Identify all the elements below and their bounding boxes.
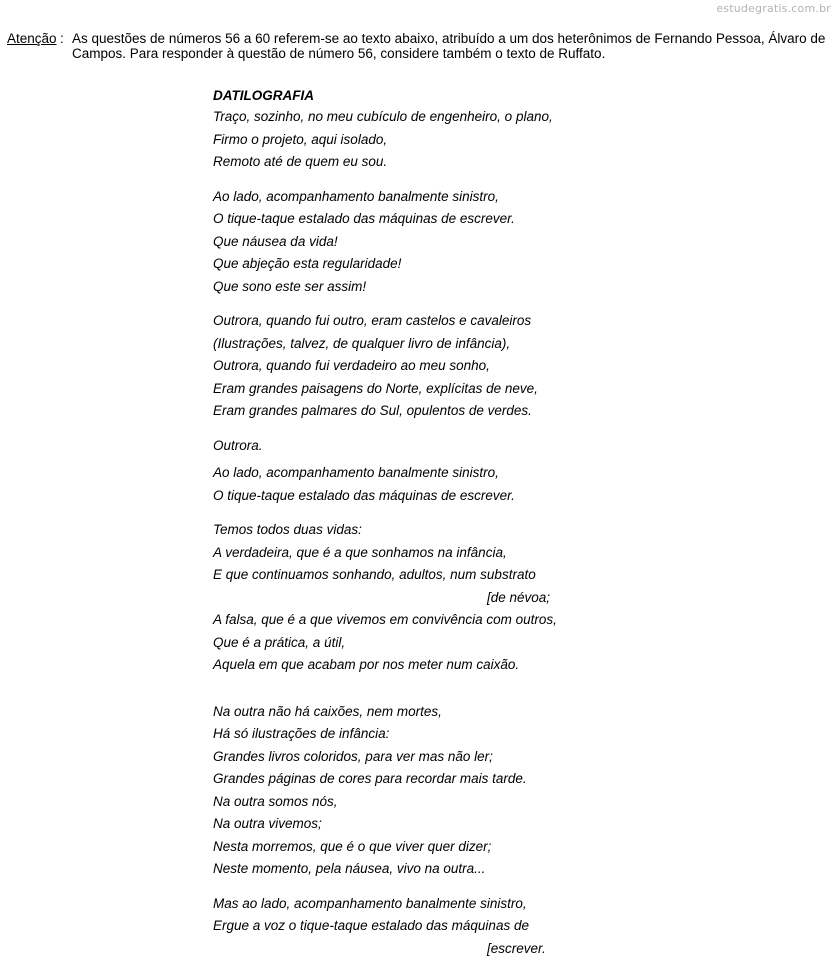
poem-line: Que é a prática, a útil,: [213, 632, 633, 655]
poem-line: Aquela em que acabam por nos meter num caixão.: [213, 654, 633, 677]
attention-label: Atenção: [7, 31, 57, 46]
poem-line: Ao lado, acompanhamento banalmente sinistro,: [213, 462, 633, 485]
attention-colon: :: [60, 31, 64, 46]
poem-line: Eram grandes paisagens do Norte, explícitas de neve,: [213, 378, 633, 401]
poem-line: A falsa, que é a que vivemos em convivência com outros,: [213, 609, 633, 632]
poem-line: Mas ao lado, acompanhamento banalmente sinistro,: [213, 893, 633, 916]
poem-line: O tique-taque estalado das máquinas de escrever.: [213, 485, 633, 508]
poem-line: Ergue a voz o tique-taque estalado das máquinas de: [213, 915, 633, 938]
poem-line: Firmo o projeto, aqui isolado,: [213, 129, 633, 152]
stanza-6: [213, 519, 633, 677]
poem-line: (Ilustrações, talvez, de qualquer livro de infância),: [213, 333, 633, 356]
poem-line: E que continuamos sonhando, adultos, num substrato: [213, 564, 633, 587]
poem-line: Neste momento, pela náusea, vivo na outra...: [213, 858, 633, 881]
poem-line: Ao lado, acompanhamento banalmente sinistro,: [213, 186, 633, 209]
poem: [213, 85, 633, 960]
poem-line: Que abjeção esta regularidade!: [213, 253, 633, 276]
poem-line: Eram grandes palmares do Sul, opulentos de verdes.: [213, 400, 633, 423]
poem-title: DATILOGRAFIA: [213, 85, 633, 106]
poem-line: Remoto até de quem eu sou.: [213, 151, 633, 174]
poem-line: O tique-taque estalado das máquinas de escrever.: [213, 208, 633, 231]
poem-line: Traço, sozinho, no meu cubículo de engenheiro, o plano,: [213, 106, 633, 129]
poem-line: Que sono este ser assim!: [213, 276, 633, 299]
poem-line: Na outra somos nós,: [213, 791, 633, 814]
poem-line-continuation: [escrever.: [213, 938, 633, 960]
poem-line-continuation: [de névoa;: [213, 587, 633, 610]
stanza-5: [213, 462, 633, 507]
attention-text: As questões de números 56 a 60 referem-se ao texto abaixo, atribuído a um dos heterônimos de Fernando Pessoa, Álvaro de Campos. Para responder à questão de número 56, considere também o texto de Ruffato.: [72, 31, 832, 61]
stanza-4: [213, 435, 633, 458]
site-watermark: estudegratis.com.br: [716, 2, 831, 15]
stanza-2: [213, 186, 633, 299]
poem-line: Outrora, quando fui outro, eram castelos e cavaleiros: [213, 310, 633, 333]
stanza-3: [213, 310, 633, 423]
stanza-8: [213, 893, 633, 960]
poem-line: A verdadeira, que é a que sonhamos na infância,: [213, 542, 633, 565]
poem-line: Na outra não há caixões, nem mortes,: [213, 701, 633, 724]
attention-notice: [7, 31, 832, 61]
poem-line: Outrora, quando fui verdadeiro ao meu sonho,: [213, 355, 633, 378]
poem-line: Temos todos duas vidas:: [213, 519, 633, 542]
poem-line: Grandes livros coloridos, para ver mas não ler;: [213, 746, 633, 769]
stanza-7: [213, 701, 633, 881]
poem-line: Que náusea da vida!: [213, 231, 633, 254]
poem-line: Grandes páginas de cores para recordar mais tarde.: [213, 768, 633, 791]
poem-line: Outrora.: [213, 435, 633, 458]
poem-line: Nesta morremos, que é o que viver quer dizer;: [213, 836, 633, 859]
poem-line: Na outra vivemos;: [213, 813, 633, 836]
stanza-1: [213, 106, 633, 174]
poem-line: Há só ilustrações de infância:: [213, 723, 633, 746]
